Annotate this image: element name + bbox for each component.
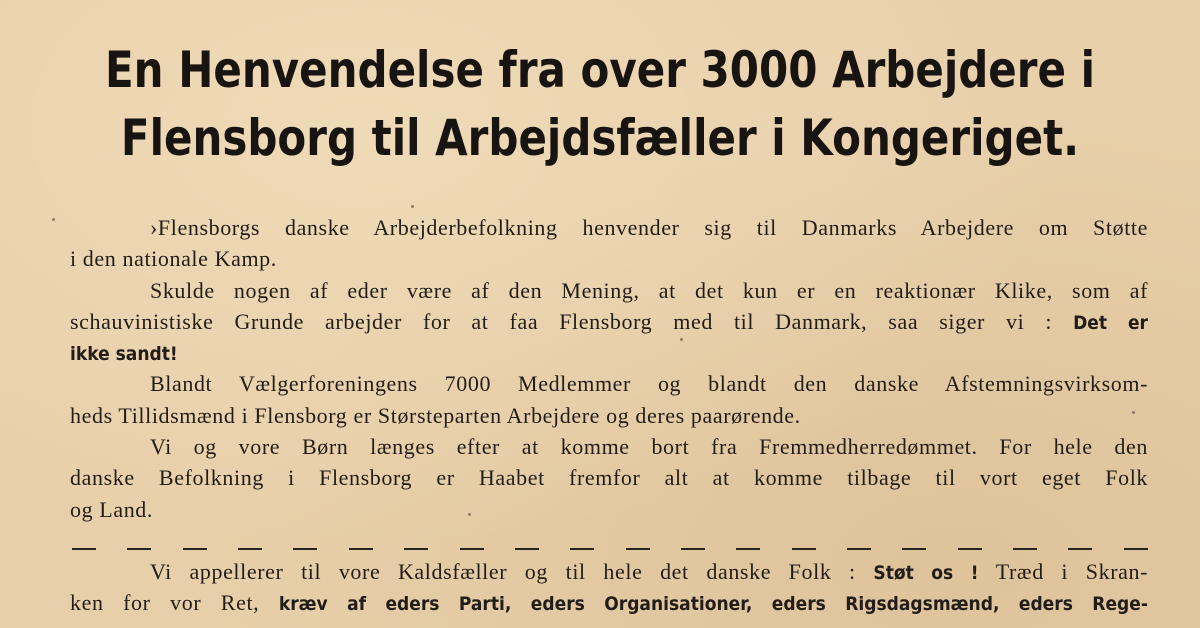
paragraph-3-line-1: Blandt Vælgerforeningens 7000 Medlemmer og blandt den danske Afstemningsvirksom- <box>150 371 1148 397</box>
separator-dash <box>127 548 151 550</box>
separator-dash <box>72 548 96 550</box>
paper-speck <box>52 218 55 221</box>
emphasis-kraev: kræv af eders Parti, eders Organisationer, eders Rigsdagsmænd, eders Rege- <box>278 593 1148 616</box>
paragraph-2-line-2 <box>70 306 1148 337</box>
separator-dash <box>238 548 262 550</box>
paragraph-5-line-1-text-a: Vi appellerer til vore Kaldsfæller og til hele det danske Folk : <box>150 558 856 584</box>
paragraph-1-line-1: ›Flensborgs danske Arbejderbefolkning henvender sig til Danmarks Arbejdere om Støtte <box>150 215 1148 240</box>
separator-dash <box>792 548 816 550</box>
paragraph-2-line-2-text: schauvinistiske Grunde arbejder for at faa Flensborg med til Danmark, saa siger vi : <box>70 308 1053 334</box>
paragraph-5-line-1 <box>70 556 1148 587</box>
paragraph-5-line-1-text-b: Træd i Skran- <box>995 558 1149 584</box>
paragraph-1-line-2: i den nationale Kamp. <box>70 246 277 272</box>
separator-dash <box>847 548 871 550</box>
separator-dash <box>1068 548 1092 550</box>
headline-line-2: Flensborg til Arbejdsfæller i Kongeriget. <box>120 109 1080 167</box>
separator-dash <box>293 548 317 550</box>
separator-dash <box>570 548 594 550</box>
paragraph-3-line-2: heds Tillidsmænd i Flensborg er Størsteparten Arbejdere og deres paarørende. <box>70 402 801 428</box>
separator-dash <box>404 548 428 550</box>
headline-line-1: En Henvendelse fra over 3000 Arbejdere i <box>104 41 1096 99</box>
separator-dash <box>460 548 484 550</box>
emphasis-stot-os: Støt os ! <box>873 561 979 584</box>
paper-speck <box>411 205 414 208</box>
document-headline <box>96 36 1104 172</box>
separator-dash <box>681 548 705 550</box>
paragraph-5-line-2 <box>70 587 1148 618</box>
separator-dash <box>183 548 207 550</box>
paper-speck <box>1132 411 1135 414</box>
separator-dash <box>1124 548 1148 550</box>
separator-dash <box>515 548 539 550</box>
paper-speck <box>468 513 471 516</box>
separator-dash <box>902 548 926 550</box>
separator-dash <box>736 548 760 550</box>
paragraph-5-line-2-text-a: ken for vor Ret, <box>70 590 260 616</box>
separator-dash <box>958 548 982 550</box>
separator-dash <box>349 548 373 550</box>
paragraph-2-line-1: Skulde nogen af eder være af den Mening, at det kun er en reaktionær Klike, som af <box>150 277 1148 303</box>
paragraph-2-line-3 <box>70 337 1148 368</box>
paragraph-4-line-3: og Land. <box>70 496 154 522</box>
emphasis-det-er: Det er <box>1073 311 1148 334</box>
paper-speck <box>680 338 683 341</box>
paragraph-4-line-2: danske Befolkning i Flensborg er Haabet fremfor alt at komme tilbage til vort eget Folk <box>70 465 1148 491</box>
separator-dash <box>626 548 650 550</box>
dashed-separator <box>72 539 1148 559</box>
emphasis-ikke-sandt: ikke sandt! <box>70 343 178 366</box>
separator-dash <box>1013 548 1037 550</box>
paragraph-4-line-1: Vi og vore Børn længes efter at komme bort fra Fremmedherredømmet. For hele den <box>150 434 1148 460</box>
